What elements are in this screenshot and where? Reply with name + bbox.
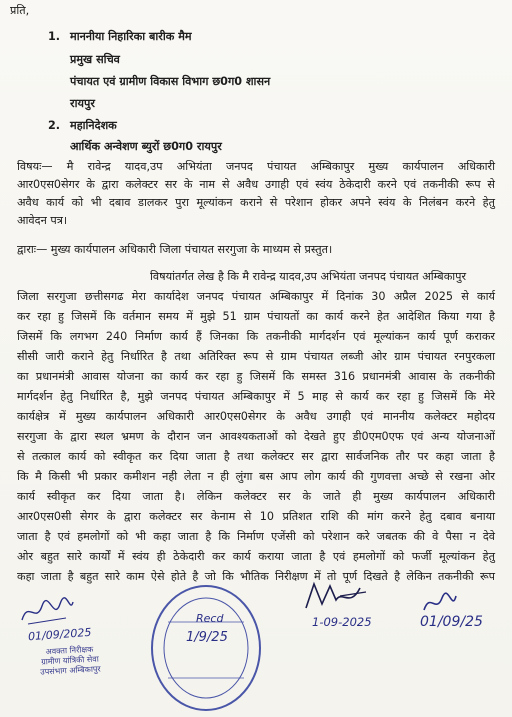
- recipient2-number: 2.: [48, 119, 61, 132]
- recipient1-name: माननीया निहारिका बारीक मैम: [70, 30, 192, 43]
- recipient1-city: रायपुर: [70, 97, 95, 110]
- body-line: जिसमें कि लगभग 240 निर्माण कार्य हैं जिनका कि तकनीकी मार्गदर्शन एवं मूल्यांकन कार्य पूर्ण कराकर: [17, 330, 495, 343]
- body-line: सीसी जारी कराने हेतु निर्धारित है तथा अतिरिक्त रूप से ग्राम पंचायत लब्जी ओर ग्राम पंचायत रनपुरकला: [17, 350, 495, 363]
- middle-signature: [300, 578, 370, 614]
- body-line: मार्गदर्शन हेतु निर्धारित है, मुझे जनपद पंचायत अम्बिकापुर में 5 माह से कार्य कर रहा हु जिसमें कि मेरे: [17, 390, 495, 403]
- through-line: द्वाराः— मुख्य कार्यपालन अधिकारी जिला पंचायत सरगुजा के माध्यम से प्रस्तुत।: [17, 243, 333, 256]
- right-signature: [420, 590, 460, 616]
- left-stamp-line-1: अवक्ता निरीक्षक: [45, 644, 94, 657]
- salutation-prati: प्रति,: [10, 4, 30, 17]
- subject-line-4: आवेदन पत्र।: [17, 214, 68, 227]
- recipient1-department: पंचायत एवं ग्रामीण विकास विभाग छ0ग0 शासन: [70, 75, 271, 88]
- right-handwritten-date: 01/09/25: [420, 614, 483, 630]
- body-line: सरगुजा के द्वारा स्थल भ्रमण के दौरान जन आवश्यकताओं को देखते हुए डी0एम0एफ एवं अन्य योजनाओं: [17, 430, 495, 443]
- body-line: जिला सरगुजा छत्तीसगढ मेरा कार्यादेश जनपद पंचायत अम्बिकापुर में दिनांक 30 अप्रैल 2025 से कार्य: [17, 290, 495, 303]
- recipient2-organization: आर्थिक अन्वेशण ब्युरों छ0ग0 रायपुर: [70, 140, 222, 153]
- left-handwritten-date: 01/09/2025: [27, 625, 92, 644]
- center-received-text: Recd: [196, 612, 224, 625]
- recipient1-number: 1.: [48, 30, 61, 43]
- body-line: विषयांतर्गत लेख है कि मै रावेन्द्र यादव,उप अभियंता जनपद पंचायत अम्बिकापुर: [150, 270, 467, 283]
- body-line: ओर बहुत सारे कार्यों में स्वंय ही ठेकेदारी कर कार्य कराया जाता है एवं हमलोगों को फर्जी मूल्यांकन हेतु: [17, 550, 495, 563]
- recipient1-designation: प्रमुख सचिव: [70, 53, 120, 66]
- left-stamp-line-3: उपसंभाग अम्बिकापुर: [40, 664, 101, 677]
- center-round-stamp: [148, 582, 266, 714]
- body-line: से तत्काल कार्य को स्वीकृत कर दिया जाता है तथा कलेक्टर सर द्वारा सार्वजनिक तौर पर कहा जाता है: [17, 450, 495, 463]
- subject-line-3: अवैध कार्य को भी दबाव डालकर पुरा मूल्यांकन कराने से परेशान होकर अपने स्वंय के निलंबन करने हेतु: [17, 196, 495, 209]
- body-line: कहा जाता है बहुत सारे काम ऐसे होते है जो कि भौतिक निरीक्षण में तो पूर्ण दिखते है लेकिन तकनीकी रूप: [17, 570, 495, 583]
- left-stamp-line-2: ग्रामीण यांत्रिकी सेवा: [40, 654, 99, 667]
- middle-signature-date: 1-09-2025: [312, 615, 372, 629]
- body-line: का प्रधानमंत्री आवास योजना का कार्य कर रहा हु जिसमें कि समस्त 316 प्रधानमंत्री आवास के तकनीकी: [17, 370, 495, 383]
- left-signature-scribble: [18, 594, 76, 628]
- body-line: कर रहा हु जिसमें कि वर्तमान समय में मुझे 51 ग्राम पंचायतों का कार्य करने हेत आदेशित किया गया है: [17, 310, 495, 323]
- recipient2-designation: महानिदेशक: [70, 119, 117, 132]
- left-official-stamp: [29, 644, 110, 678]
- body-line: आर0एस0सी सेगर के द्वारा कलेक्टर सर केनाम से 10 प्रतिशत राशि की मांग करने हेतु दबाव बनाया: [17, 510, 495, 523]
- body-line: जाता है एवं हमलोगों को भी कहा जाता है कि निर्माण एजेंसी को परेशान करे जबतक की वे पैसा न देवे: [17, 530, 495, 543]
- center-received-date: 1/9/25: [186, 630, 228, 645]
- subject-line-2: आर0एस0सेगर के द्वारा कलेक्टर सर के नाम से अवैध उगाही एवं स्वंय ठेकेदारी करने एवं तकनीकी रूप से: [17, 178, 495, 191]
- body-line: कार्य स्वीकृत कर दिया जाता है। लेकिन कलेक्टर सर के जाते ही मुख्य कार्यपालन अधिकारी: [17, 490, 495, 503]
- body-line: कार्यक्षेत्र में मुख्य कार्यपालन अधिकारी आर0एस0सेगर के अवैध उगाही एवं माननीय कलेक्टर महोदय: [17, 410, 495, 423]
- body-line: कि मै किसी भी प्रकार कमीशन नही लेता न ही लुंगा बस आप लोग कार्य की गुणवत्ता अच्छे से रखना ओर: [17, 470, 495, 483]
- subject-line-1: विषयः— मै रावेन्द्र यादव,उप अभियंता जनपद पंचायत अम्बिकापुर मुख्य कार्यपालन अधिकारी: [17, 160, 495, 173]
